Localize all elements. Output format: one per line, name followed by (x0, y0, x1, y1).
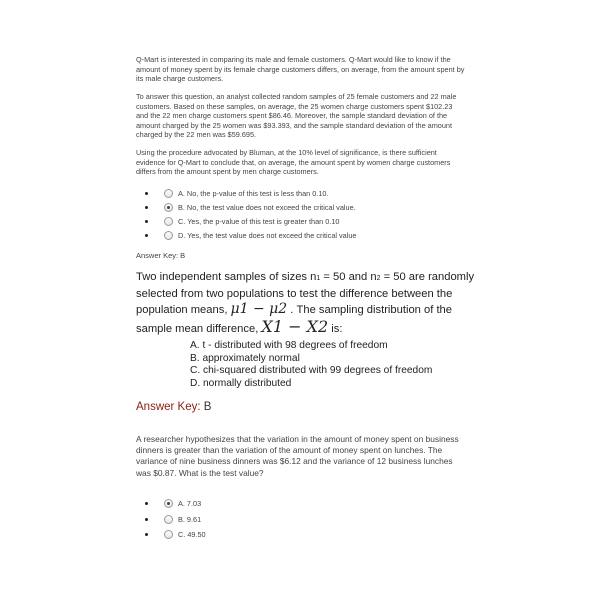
q3-question: A researcher hypothesizes that the variation in the amount of money spent on business dinners is greater than the variation of the amount of money spent on lunches. The variance of nine business dinners was $6.12 and the variance of 12 business lunches was $0.87. What is the test value? (136, 434, 459, 478)
radio-selected-icon[interactable] (164, 499, 173, 508)
q2-choice-a: A. t - distributed with 98 degrees of freedom (190, 340, 388, 351)
radio-icon[interactable] (164, 530, 173, 539)
bullet-icon (145, 192, 148, 195)
q1-option-c-label: C. Yes, the p-value of this test is greater than 0.10 (178, 216, 340, 226)
q1-paragraph-3: Using the procedure advocated by Bluman, at the 10% level of significance, is there sufficient evidence for Q-Mart to conclude that, on average, the amount spent by women charge customers differs from the amount spent by men charge customers. (136, 148, 451, 177)
q1-option-d[interactable] (150, 228, 356, 242)
q3-option-c[interactable] (150, 527, 206, 543)
bullet-icon (145, 206, 148, 209)
radio-icon[interactable] (164, 217, 173, 226)
q2-choice-b: B. approximately normal (190, 352, 300, 364)
q2-choice-d: D. normally distributed (190, 377, 292, 389)
q1-option-b[interactable] (150, 200, 356, 214)
q2-text-c: = 50 are randomly selected from two populations to test the difference between the population means, (136, 271, 475, 317)
q1-option-a-label: A. No, the p-value of this test is less than 0.10. (178, 188, 329, 198)
q2-text-e: is: (328, 322, 343, 335)
q2-math-mu-diff: μ1 − μ2 (230, 301, 288, 318)
q1-paragraph-1: Q-Mart is interested in comparing its male and female customers. Q-Mart would like to know if the amount of money spent by its female charge customers differs, on average, from the amount spent by its male charge customers. (136, 55, 465, 84)
q3-options (150, 496, 206, 543)
q3-option-c-label: C. 49.50 (178, 530, 206, 540)
bullet-icon (145, 234, 148, 237)
q2-text-d: . The sampling distribution of the sample mean difference, (136, 304, 452, 335)
q1-option-d-label: D. Yes, the test value does not exceed the critical value (178, 230, 357, 240)
radio-icon[interactable] (164, 515, 173, 524)
q2-text-b: = 50 and n (320, 271, 377, 283)
q1-option-b-label: B. No, the test value does not exceed the critical value. (178, 202, 356, 212)
q2-choice-c: C. chi-squared distributed with 99 degrees of freedom (190, 365, 433, 377)
radio-icon[interactable] (164, 189, 173, 198)
q3-option-a[interactable] (150, 496, 206, 512)
q2-math-xbar-diff: X1 − X2 (261, 316, 329, 336)
q1-options (150, 186, 356, 242)
q2-question (136, 270, 476, 337)
q1-answer-key: Answer Key: B (136, 251, 186, 260)
q1-option-a[interactable] (150, 186, 356, 200)
q2-sub-1: 1 (316, 275, 321, 282)
q2-choices (190, 340, 432, 390)
bullet-icon (145, 220, 148, 223)
bullet-icon (145, 518, 148, 521)
q2-text-a: Two independent samples of sizes n (136, 271, 317, 283)
q1-paragraph-2: To answer this question, an analyst collected random samples of 25 female customers and 22 male customers. Based on these samples, on average, the 25 women charge customers spent $102.23 and the 22 men charge customers spent $86.46. Moreover, the sample standard deviation of the amount charged by the 25 women was $93.393, and the sample standard deviation of the amount charged by the 22 men was $59.695. (136, 92, 457, 140)
q2-sub-2: 2 (376, 275, 381, 282)
bullet-icon (145, 502, 148, 505)
q2-answer-label: Answer Key: (136, 401, 201, 413)
q3-option-b-label: B. 9.61 (178, 514, 202, 524)
q2-answer-value: B (203, 401, 212, 413)
q2-answer-key (136, 401, 211, 413)
radio-icon[interactable] (164, 231, 173, 240)
bullet-icon (145, 533, 148, 536)
radio-selected-icon[interactable] (164, 203, 173, 212)
q3-option-b[interactable] (150, 512, 206, 528)
q3-option-a-label: A. 7.03 (178, 499, 202, 509)
q1-option-c[interactable] (150, 214, 356, 228)
